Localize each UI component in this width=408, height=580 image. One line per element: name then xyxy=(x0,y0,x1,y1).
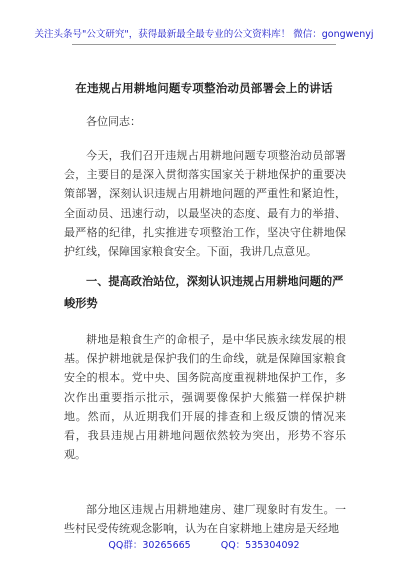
salutation: 各位同志： xyxy=(86,115,141,128)
document-title: 在违规占用耕地问题专项整治动员部署会上的讲话 xyxy=(75,81,333,95)
header-divider xyxy=(72,44,336,45)
paragraph-body-2: 部分地区违规占用耕地建房、建厂现象时有发生。一些村民受传统观念影响，认为在自家耕地上建房是天经地 xyxy=(64,503,346,536)
footer-contact xyxy=(0,537,408,551)
paragraph-opening: 今天，我们召开违规占用耕地问题专项整治动员部署会，主要目的是深入贯彻落实国家关于耕地保护的重要决策部署，深刻认识违规占用耕地问题的严重性和紧迫性，全面动员、迅速行动，以最坚决的态度、最有力的举措、最严格的纪律，扎实推进专项整治工作，坚决守住耕地保护红线，保障国家粮食安全。下面，我讲几点意见。 xyxy=(64,149,346,259)
paragraph-body-1: 耕地是粮食生产的命根子，是中华民族永续发展的根基。保护耕地就是保护我们的生命线，就是保障国家粮食安全的根本。党中央、国务院高度重视耕地保护工作，多次作出重要指示批示，强调要像保护大熊猫一样保护耕地。然而，从近期我们开展的排查和上级反馈的情况来看，我县违规占用耕地问题依然较为突出，形势不容乐观。 xyxy=(64,333,346,462)
header-promo-text: 关注头条号"公文研究"，获得最新最全最专业的公文资料库！ 微信：gongwenyj xyxy=(34,29,374,40)
footer-qq-number: QQ：535304092 xyxy=(220,540,300,551)
footer-qq-group: QQ群：30265665 xyxy=(108,540,191,551)
section-heading-1: 一、提高政治站位，深刻认识违规占用耕地问题的严峻形势 xyxy=(64,274,344,310)
